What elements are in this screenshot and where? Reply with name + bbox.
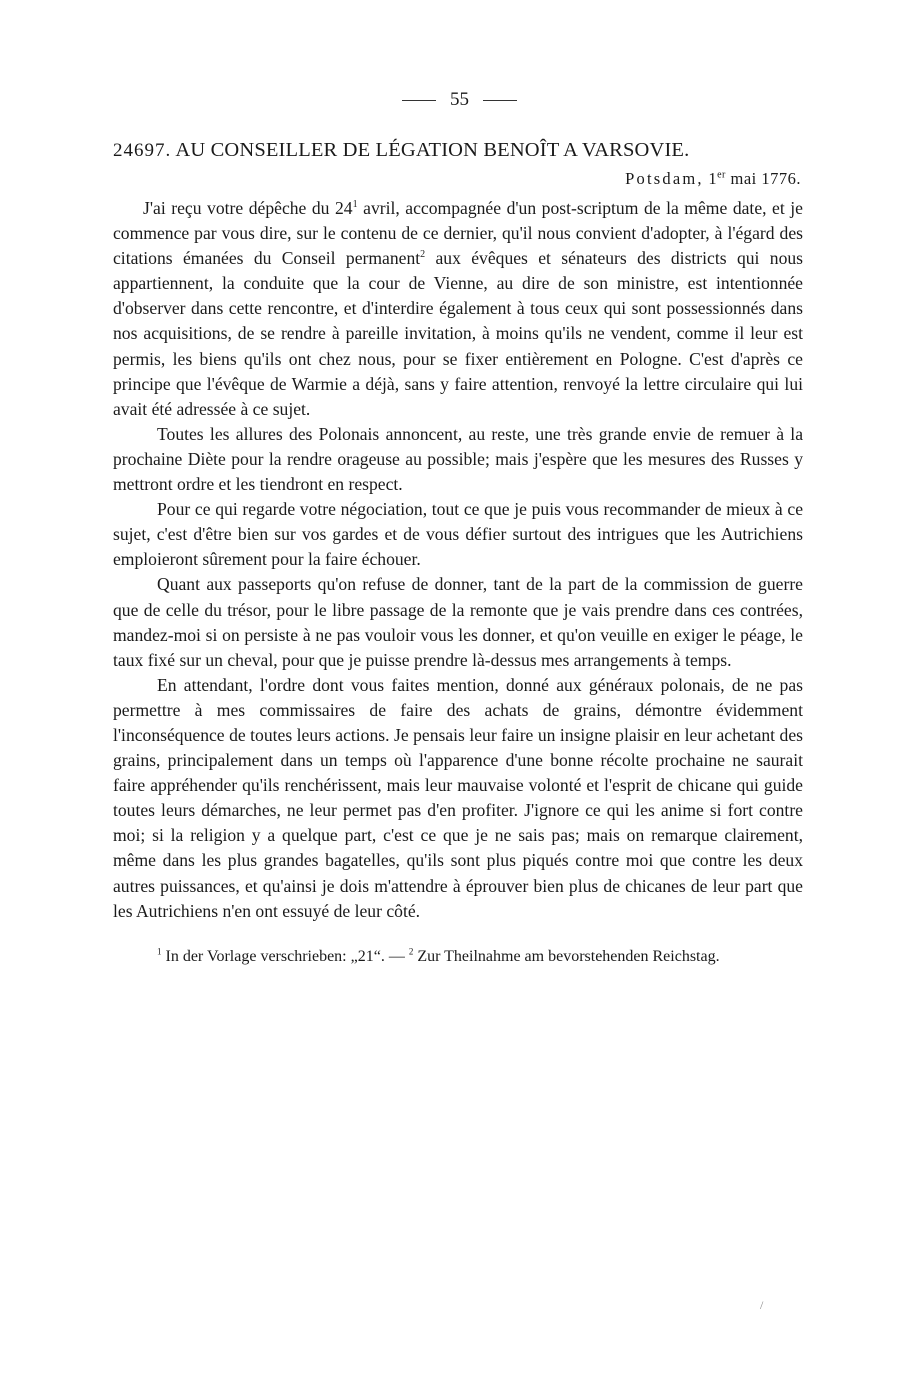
letter-body xyxy=(113,196,803,924)
paragraph-1-c: aux évêques et sénateurs des districts qui nous appartiennent, la conduite que la cour de Vienne, au dire de son ministre, est intentionnée d'observer dans cette rencontre, et d'interdire également à tous ceux qui sont possessionnés dans nos acquisitions, de se rendre à pareille invitation, à moins qu'ils ne vendent, comme il leur est permis, les biens qu'ils ont chez nous, pour se fixer entièrement en Pologne. C'est d'après ce principe que l'évêque de Warmie a déjà, sans y faire attention, renvoyé la lettre circulaire qui lui avait été adressée à ce sujet. xyxy=(113,248,804,419)
rule-right xyxy=(483,100,517,101)
letter-heading xyxy=(113,139,803,162)
footnote-line xyxy=(113,946,803,967)
paragraph-4: Quant aux passeports qu'on refuse de donner, tant de la part de la commission de guerre que de celle du trésor, pour le libre passage de la remonte que je vais prendre dans ces contrées, mandez-moi si on persiste à ne pas vouloir vous les donner, et qu'on veuille en exiger le péage, le taux fixé sur un cheval, pour que je puisse prendre là-dessus mes arrangements à temps. xyxy=(113,574,803,670)
dateline xyxy=(113,169,801,189)
rule-left xyxy=(402,100,436,101)
paragraph-2: Toutes les allures des Polonais annoncent, au reste, une très grande envie de remuer à la prochaine Diète pour la rendre orageuse au possible; mais j'espère que les mesures des Russes y mettront ordre et les tiendront en respect. xyxy=(113,423,803,495)
footnote-ref-2: 2 xyxy=(420,249,426,261)
footnotes xyxy=(113,946,803,967)
letter-number: 24697. xyxy=(113,140,172,161)
paragraph-1-b: avril, accompagnée d'un post-scriptum de la même date, et je commence par vous dire, sur le contenu de ce dernier, qu'il nous convient d'adopter, à l'égard des citations émanées du Conseil permanent xyxy=(113,198,803,269)
footnote-1-text: In der Vorlage verschrieben: „21“. — xyxy=(161,947,409,965)
footnote-2-text: Zur Theilnahme am bevorstehenden Reichstag. xyxy=(413,947,720,965)
paragraph-3: Pour ce qui regarde votre négociation, tout ce que je puis vous recommander de mieux à ce sujet, c'est d'être bien sur vos gardes et de vous défier surtout des intrigues que les Autrichiens emploieront sûrement pour la faire échouer. xyxy=(113,499,803,570)
dateline-place: Potsdam, xyxy=(625,169,704,188)
document-page xyxy=(113,88,803,967)
footnote-1-mark: 1 xyxy=(157,946,162,957)
dateline-day: 1 xyxy=(708,169,718,188)
page-number: 55 xyxy=(450,89,469,110)
letter-title: AU CONSEILLER DE LÉGATION BENOÎT A VARSOVIE. xyxy=(175,139,690,161)
paragraph-5: En attendant, l'ordre dont vous faites mention, donné aux généraux polonais, de ne pas permettre à mes commissaires de faire des achats de grains, démontre évidemment l'inconséquence de toutes leurs actions. Je pensais leur faire un insigne plaisir en leur achetant des grains, principalement dans un temps où l'apparence d'une bonne récolte prochaine ne saurait faire appréhender qu'ils renchérissent, mais leur mauvaise volonté et l'esprit de chicane qui guide toutes leurs démarches, ne leur permet pas d'en profiter. J'ignore ce qui les anime si fort contre moi; si la religion y a quelque part, c'est ce que je ne sais pas; mais on remarque clairement, même dans les plus grandes bagatelles, qu'ils sont plus piqués contre moi que contre les deux autres puissances, et qu'ainsi je dois m'attendre à éprouver bien plus de chicanes de leur part que les Autrichiens n'en ont essuyé de leur côté. xyxy=(113,674,803,921)
page-number-line xyxy=(113,88,803,112)
dateline-rest: mai 1776. xyxy=(730,169,801,188)
paragraph-1 xyxy=(113,196,803,422)
stray-ink-mark: / xyxy=(760,1298,764,1312)
paragraph-1-a: J'ai reçu votre dépêche du 24 xyxy=(143,198,353,218)
dateline-day-suffix: er xyxy=(717,169,726,181)
footnote-ref-1: 1 xyxy=(352,199,358,211)
footnote-2-mark: 2 xyxy=(408,946,414,957)
